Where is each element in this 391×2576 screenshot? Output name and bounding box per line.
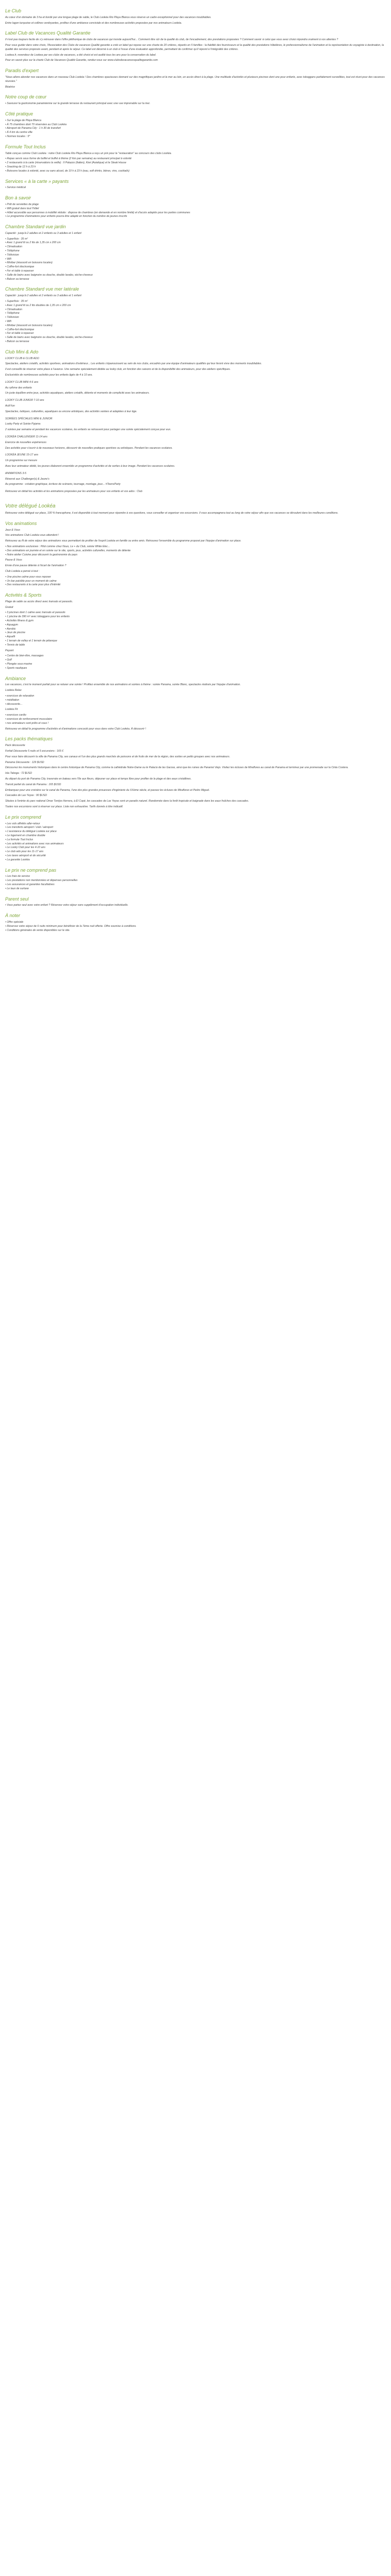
list-item: • Avec 1 grand lit ou 2 lits doubles de 1,35 cm x 200 cm	[5, 304, 386, 308]
list-item: • Téléphone	[5, 249, 386, 253]
excursions-note: Toutes nos excursions sont à réserver sur place. Liste non exhaustive. Tarifs donnés à titre indicatif.	[5, 805, 123, 808]
list-item: • Boissons locales à volonté, avec ou sans alcool, de 10 h à 23 h (eau, soft drinks, bières, vins, cocktails)	[5, 170, 386, 174]
parent-seul-title: Parent seul	[5, 896, 29, 902]
chambre-mer-capacity: Capacité : jusqu'à 2 adultes et 2 enfants ou 3 adultes et 1 enfant	[5, 294, 82, 298]
jeune-block	[5, 453, 386, 468]
coup-coeur-list	[5, 102, 386, 106]
excursion-yeyas-text: Situées à l'entrée du parc national Omar Torrijos Herrera, à El Copé, les cascades de Las Yeyas sont un paradis naturel. Randonnée dans la forêt tropicale et baignade dans les eaux fraîches des cascades.	[5, 800, 249, 803]
paradis-section	[5, 68, 386, 89]
fit-list	[5, 714, 386, 725]
list-item: • Les vols affrétés aller-retour	[5, 822, 386, 826]
coup-coeur-section	[5, 94, 386, 106]
looky-club-title: LOOKY CLUB & CLUB ADO	[5, 357, 39, 360]
list-item: • À 4 km du centre ville	[5, 131, 386, 135]
list-item: • Prêt de serviettes de plage	[5, 203, 386, 207]
pause-vous-label: Pause & Vous	[5, 558, 22, 562]
list-item: • 1 piscine de 390 m² avec toboggans pour les enfants	[5, 615, 386, 619]
jeune-title: LOOKÉA JEUNE 15-17 ans	[5, 453, 39, 457]
ambiance-title: Ambiance	[5, 675, 26, 681]
parent-seul-section	[5, 896, 386, 908]
prix-comprend-section	[5, 815, 386, 862]
jeux-vous-label: Jeux & Vous	[5, 528, 20, 532]
list-item: • Le taux de surtaxe	[5, 887, 386, 891]
list-item: • L'assistance du délégué Lookéa sur place	[5, 830, 386, 834]
list-item: • Le Looky Club pour les 4-10 ans	[5, 846, 386, 850]
excursion-panama-title: Panama Découverte : 129 $USD	[5, 760, 44, 764]
animations-teens-block	[5, 472, 386, 487]
soirees-title: SOIRÉES SPÉCIALES MINI & JUNIOR	[5, 417, 53, 420]
prix-non-compris-section	[5, 868, 386, 891]
list-item: • Golf	[5, 658, 386, 663]
list-item: • Repas servis sous forme de buffet et buffet à thème (2 fois par semaine) au restaurant principal à volonté	[5, 157, 386, 161]
formule-section	[5, 144, 386, 174]
prix-non-compris-list	[5, 875, 386, 891]
pack-decouverte-label: Pack découverte	[5, 744, 25, 748]
list-item: • méditation	[5, 699, 386, 703]
list-item: • Les taxes aéroport et de sécurité	[5, 854, 386, 858]
list-item: • Fer et table à repasser	[5, 332, 386, 336]
excursion-yeyas-title: Cascades de Las Yeyas : 90 $USD	[5, 794, 47, 798]
list-item: • 3 piscines dont 1 calme avec transats et parasols	[5, 611, 386, 615]
list-item: • Offre spéciale	[5, 921, 386, 925]
list-item: • Climatisation	[5, 308, 386, 312]
jeune-text: Avec leur animateur dédié, les jeunes élaborent ensemble un programme d'activités et de sorties à leur image. Pendant les vacances scolaires.	[5, 464, 175, 468]
relax-label: Lookéa Relax	[5, 689, 22, 692]
animations-teens-text: Au programme : création graphique, écriture de scénario, tournage, montage, jeux... #TeensParty	[5, 483, 121, 486]
relax-list	[5, 694, 386, 706]
formule-paragraph: Table conçue comme Club Lookéa : notre Club Lookéa Rio Playa Blanca a reçu un prix pour la "restauration" au concours des clubs Lookéa.	[5, 151, 172, 155]
list-item: • À 75 chambres dont 70 réservées au Club Lookéa	[5, 123, 386, 127]
list-item: • Le club ado pour les 11-17 ans	[5, 850, 386, 854]
pack-forfait-text: Pour vous faire découvrir la ville de Panama City, ses canaux et l'un des plus grands marchés de poissons et de fruits de mer de la région, des sorties en petits groupes avec nos animateurs.	[5, 755, 231, 758]
intro-paragraph-2: Entre lagon turquoise et collines verdoyantes, profitez d'une ambiance conviviale et des nombreuses activités proposées par nos animateurs Lookéa.	[5, 21, 182, 25]
list-item: • Wifi	[5, 320, 386, 324]
list-item: • La garantie Lookéa	[5, 858, 386, 862]
looky-club-text-2: Il est conseillé de réserver votre place à l'avance. Une semaine spécialement dédiée au looky club, en fonction des saisons et de la disponibilité des animateurs, pour des ateliers spécifiques.	[5, 368, 231, 371]
list-item: • Activités fitness & gym	[5, 619, 386, 623]
looky-mini-block	[5, 381, 386, 396]
list-item: • exercices de renforcement musculaire	[5, 718, 386, 722]
list-item: • 1 terrain de volley et 1 terrain de pétanque	[5, 639, 386, 643]
list-item: • Sports nautiques	[5, 667, 386, 671]
delegue-title: Votre délégué Lookéa	[5, 503, 56, 509]
soirees-block	[5, 417, 386, 432]
paradis-author: Béatrice	[5, 85, 15, 89]
list-item: • Centre de bien-être, massages	[5, 654, 386, 658]
list-item: • Jeux de piscine	[5, 631, 386, 635]
mini-ado-section	[5, 349, 386, 494]
qualite-paragraph-1: Il n'est pas toujours facile de s'y retrouver dans l'offre pléthorique de clubs de vacances qui inonde aujourd'hui... Comment être sûr de la qualité du club, de l'encadrement, des prestations proposées ? Comment savoir si celui que vous avez choisi répondra vraiment à vos attentes ?	[5, 38, 338, 42]
payant-label: Payant	[5, 649, 14, 652]
delegue-paragraph: Retrouvez votre délégué sur place, 100 % francophone, il est disponible à tout moment pour répondre à vos questions, vous conseiller et organiser vos excursions. Il vous accompagnera tout au long de votre séjour afin que vos vacances se déroulent dans les meilleures conditions.	[5, 511, 338, 515]
chambre-mer-section	[5, 286, 386, 344]
qualite-paragraph-3: Lookea.fr, revendeur de Lookea par ses clubs de vacances, a été choisi et est audité tous les ans pour la conservation du label.	[5, 53, 156, 57]
list-item: • Tennis de table	[5, 643, 386, 648]
list-item: • Des animations en journée et en soirée sur le site, sports, jeux, activités culturelles, moments de détente	[5, 549, 386, 553]
looky-junior-subtitle: Actif fun	[5, 404, 15, 408]
list-item: • Aéroport de Panama City : 1 h 30 de transfert	[5, 127, 386, 131]
looky-junior-block	[5, 399, 386, 414]
looky-mini-subtitle: Au rythme des enfants	[5, 386, 32, 389]
list-item: • Les activités et animations avec nos animateurs	[5, 842, 386, 846]
animations-section	[5, 521, 386, 587]
a-noter-title: À noter	[5, 913, 21, 919]
chambre-mer-title: Chambre Standard vue mer latérale	[5, 286, 79, 292]
mini-ado-title: Club Mini & Ado	[5, 349, 39, 354]
services-title: Services « à la carte » payants	[5, 178, 69, 184]
qualite-section	[5, 30, 386, 63]
intro-paragraph-1: Au cœur d'un domaine de 3 ha et bordé par une longue plage de sable, le Club Lookéa Rio Playa Blanca vous réserve un cadre exceptionnel pour des vacances inoubliables.	[5, 15, 211, 19]
list-item: • Un bar paisible pour un moment de calme	[5, 580, 386, 584]
list-item: • Nos animations exclusives : Pilot comme chez Nous, Le + du Club, soirée White Elec...	[5, 545, 386, 549]
packs-section	[5, 736, 386, 809]
packs-title: Les packs thématiques	[5, 736, 53, 742]
chambre-jardin-section	[5, 224, 386, 281]
chambre-jardin-list	[5, 238, 386, 282]
looky-mini-title: LOOKY CLUB MINI 4-6 ans	[5, 380, 39, 384]
chambre-jardin-capacity: Capacité : jusqu'à 2 adultes et 2 enfants ou 3 adultes et 1 enfant	[5, 231, 82, 235]
prix-comprend-list	[5, 822, 386, 862]
list-item: • Conditions générales de vente disponibles sur le site.	[5, 929, 386, 933]
list-item: • Aquafit	[5, 635, 386, 639]
list-item: • Climatisation	[5, 245, 386, 249]
bon-savoir-list	[5, 203, 386, 219]
delegue-section	[5, 503, 386, 516]
list-item: • Le logement en chambre double	[5, 834, 386, 838]
looky-junior-text: Spectacles, ludiques, culturelles, aquatiques ou encore artistiques, des activités variées et adaptées à leur âge.	[5, 410, 137, 413]
pause-vous-title: Envie d'une pause détente à l'écart de l'animation ?	[5, 564, 67, 568]
formule-title: Formule Tout Inclus	[5, 144, 46, 149]
list-item: • Aquagym	[5, 623, 386, 628]
activites-title: Activités & Sports	[5, 592, 42, 598]
animations-teens-subtitle: Réservé aux Challenger(s) & Jeune's	[5, 477, 50, 481]
list-item: • Les assurances et garanties facultatives	[5, 883, 386, 887]
list-item: • Des restaurants à la carte pour plus d'intimité	[5, 583, 386, 587]
list-item: • Hôtel accessible aux personnes à mobilité réduite : dispose de chambres (en demande et en nombre limité) et d'accès adaptés pour les parties communes	[5, 211, 386, 215]
list-item: • Coffre-fort électronique	[5, 265, 386, 269]
list-item: • Sur la plage de Playa Blanca	[5, 119, 386, 123]
list-item: • Snacking de 12 h à 23 h	[5, 165, 386, 170]
animations-teens-title: ANIMATIONS 3-5	[5, 471, 26, 475]
prix-non-compris-title: Le prix ne comprend pas	[5, 867, 57, 873]
challenger-subtitle: Exercice de nouvelles expériences	[5, 440, 46, 444]
challenger-title: LOOKÉA CHALLENGER 11-14 ans	[5, 435, 47, 438]
formule-list	[5, 157, 386, 173]
excursion-canal-title: Transit partiel du canal de Panama : 165 $USD	[5, 783, 61, 786]
list-item: • Minibar (réassorti en boissons locales)	[5, 324, 386, 328]
list-item: • Minibar (réassorti en boissons locales)	[5, 261, 386, 265]
list-item: • Coffre-fort électronique	[5, 328, 386, 332]
list-item: • exercices cardio	[5, 714, 386, 718]
qualite-paragraph-2: Pour vous guider dans votre choix, l'Association des Clubs de vacances Qualité garantie a créé un label qui repose sur une charte de 20 critères, répartis en 5 familles : la fiabilité des fournisseurs et la qualité des prestations hôtelières, le professionnalisme de l'animation et la représentation du voyagiste à destination, la qualité des services proposés avant, pendant et après le séjour. Ce label est décerné à un club à l'issue d'une évaluation approfondie, permettant de confirmer qu'il répond à l'intégralité des critères.	[5, 43, 384, 51]
list-item: • Les transferts aéroport / club / aéroport	[5, 826, 386, 830]
payant-list	[5, 654, 386, 670]
a-noter-section	[5, 913, 386, 933]
prix-comprend-title: Le prix comprend	[5, 814, 41, 820]
list-item: • Aerobic	[5, 628, 386, 632]
pause-list	[5, 575, 386, 587]
list-item: • exercices de relaxation	[5, 694, 386, 699]
a-noter-list	[5, 921, 386, 933]
activites-section	[5, 592, 386, 671]
list-item: • Salle de bains avec baignoire ou douche, double lavabo, sèche-cheveux	[5, 336, 386, 340]
list-item: • Téléphone	[5, 312, 386, 316]
looky-club-block	[5, 357, 386, 378]
looky-club-text-3: Exclusivités de nombreuses activités pour les enfants âgés de 4 à 10 ans.	[5, 374, 93, 377]
list-item: • Le programme d'animations pour enfants pourra être adapté en fonction du nombre de jeunes inscrits	[5, 215, 386, 219]
list-item: • 2 restaurants à la carte (réservations la veille) : Il Palazzo (Italien), Kiwi (Asiatique) et le Steak House	[5, 161, 386, 165]
animations-list	[5, 545, 386, 557]
jeune-subtitle: Un programme sur mesure	[5, 459, 37, 463]
list-item: • Balcon ou terrasse	[5, 340, 386, 344]
list-item: • Superficie : 35 m²	[5, 300, 386, 304]
ambiance-paragraph: Les vacances, c'est le moment parfait pour se relaxer une soirée ! Profitez ensemble de nos animations et soirées à thème : soirée Panama, soirée Blanc, spectacles réalisés par l'équipe d'animation.	[5, 683, 241, 687]
list-item: • Les prestations non mentionnées et dépenses personnelles	[5, 879, 386, 883]
excursion-taboga-text: Au départ du port de Panama City, traversée en bateau vers l'île aux fleurs, déjeuner sur place et temps libre pour profiter de la plage et des eaux cristallines.	[5, 777, 192, 781]
gratuit-list	[5, 611, 386, 647]
list-item: • découverte...	[5, 703, 386, 707]
challenger-block	[5, 435, 386, 450]
list-item: • La formule Tout Inclus	[5, 838, 386, 842]
list-item: • Savourer la gastronomie panaméenne sur la grande terrasse du restaurant principal avec une vue imprenable sur la mer.	[5, 102, 386, 106]
qualite-paragraph-4: Pour en savoir plus sur la charte Club de Vacances Qualité Garantie, rendez-vous sur www.clubsdevacancesqualitegarantie.com	[5, 59, 158, 62]
challenger-text: Des activités pour s'ouvrir à de nouveaux horizons, découvrir de nouvelles pratiques sportives ou artistiques. Pendant les vacances scolaires.	[5, 446, 173, 450]
looky-junior-title: LOOKY CLUB JUNIOR 7-10 ans	[5, 399, 44, 402]
paradis-quote: "Nous allons aborder nos vacances dans un nouveau Club Lookéa ! Des chambres spacieuses donnant sur des magnifiques jardins et la mer au loin, un accès direct à la plage. Une multitude d'activités et plusieurs piscines dont une pour enfants, avec toboggans parfaitement surveillées, tout est réuni pour des vacances réussies."	[5, 75, 385, 83]
cote-pratique-section	[5, 111, 386, 139]
excursion-taboga-title: Isla Taboga : 72 $USD	[5, 772, 32, 775]
bon-savoir-section	[5, 195, 386, 219]
soirees-text: 2 soirées par semaine et pendant les vacances scolaires, les enfants se retrouvent pour partager une soirée spécialement conçue pour eux.	[5, 428, 171, 432]
jeux-vous-text: Retrouvez au fil de votre séjour des animations vous permettant de profiter de l'esprit Lookéa en famille ou entre amis. Retrouvez l'ensemble du programme proposé par l'équipe d'animation sur place.	[5, 539, 241, 543]
looky-mini-text: Un juste équilibre entre jeux, activités aquatiques, ateliers créatifs, détente et moments de complicité avec les animateurs.	[5, 392, 150, 395]
intro-section	[5, 8, 386, 25]
chambre-mer-list	[5, 300, 386, 344]
list-item: • Wifi	[5, 258, 386, 262]
pack-forfait: Forfait Découverte 5 nuits et 5 excursions : 165 €	[5, 750, 64, 753]
mini-ado-footer: Retrouvez en détail les activités et les animations proposées par les animateurs pour vos enfants et vos ados : Club	[5, 490, 142, 494]
list-item: • Plongée sous-marine	[5, 663, 386, 667]
parent-seul-list	[5, 904, 386, 908]
fit-label: Lookéa Fit	[5, 708, 18, 711]
animations-title: Vos animations	[5, 520, 37, 526]
list-item: • Les frais de service	[5, 875, 386, 879]
excursion-canal-text: Embarquez pour une croisière sur le canal de Panama, l'une des plus grandes prouesses d'ingénierie du XXème siècle, et passez les écluses de Miraflores et Pedro Miguel.	[5, 788, 210, 792]
list-item: • Réservez votre séjour de 6 nuits minimum pour bénéficier de la 7ème nuit offerte. Offre soumise à conditions.	[5, 925, 386, 929]
list-item: • Notre atelier Cuisine pour découvrir la gastronomie du pays	[5, 553, 386, 557]
cote-pratique-list	[5, 119, 386, 139]
list-item: • nos animateurs sont prêts et vous !	[5, 722, 386, 726]
bon-savoir-title: Bon à savoir	[5, 195, 31, 201]
soirees-subtitle: Looky Party et Soirée Pyjama	[5, 422, 41, 426]
services-section	[5, 179, 386, 191]
pause-vous-text: Club Lookéa a pensé à tout :	[5, 569, 40, 573]
paradis-title: Paradis d'expert	[5, 68, 39, 74]
page	[0, 0, 391, 939]
list-item: • Service médical	[5, 186, 386, 190]
chambre-jardin-title: Chambre Standard vue jardin	[5, 224, 66, 230]
gratuit-label: Gratuit	[5, 605, 13, 609]
qualite-title: Label Club de Vacances Qualité Garantie	[5, 30, 91, 36]
list-item: • Wifi gratuit dans tout l'hôtel	[5, 207, 386, 211]
looky-club-text: Spectacles, ateliers créatifs, activités sportives, animations d'extérieur... Les enfants s'épanouissent au sein de nos clubs, encadrés par une équipe d'animateurs qualifiés qui leur feront vivre des moments inoubliables.	[5, 362, 262, 366]
list-item: • Normes locales : 5*	[5, 135, 386, 139]
list-item: • Une piscine calme pour vous reposer	[5, 575, 386, 580]
list-item: • Balcon ou terrasse	[5, 278, 386, 282]
list-item: • Salle de bains avec baignoire ou douche, double lavabo, sèche-cheveux	[5, 274, 386, 278]
activites-intro: Plage de sable ou accès direct avec transats et parasols.	[5, 600, 73, 603]
cote-pratique-title: Côté pratique	[5, 111, 34, 116]
list-item: • Vous partez seul avec votre enfant ? Réservez votre séjour sans supplément d'occupation individuelle.	[5, 904, 386, 908]
ambiance-section	[5, 676, 386, 732]
services-list	[5, 186, 386, 190]
intro-title: Le Club	[5, 8, 22, 13]
coup-coeur-title: Notre coup de cœur	[5, 94, 47, 100]
ambiance-footer: Retrouvez en détail le programme d'activités et d'animations concocté pour vous dans votre Club Lookéa. À découvrir !	[5, 727, 146, 731]
excursion-panama-text: Découvrez les monuments historiques dans le centre historique de Panama City, comme la cathédrale Notre-Dame ou le Palacio de las Garzas, ainsi que les ruines de Panamá Viejo. Visitez les écluses de Miraflores au canal de Panama et terminez par une promenade sur la Cinta Costera.	[5, 766, 349, 770]
list-item: • Fer et table à repasser	[5, 269, 386, 274]
list-item: • Superficie : 35 m²	[5, 238, 386, 242]
jeux-vous-title: Vos animations Club Lookéa vous attendent !	[5, 534, 59, 537]
list-item: • Télévision	[5, 316, 386, 320]
list-item: • Télévision	[5, 253, 386, 258]
list-item: • Avec 1 grand lit ou 2 lits de 1,35 cm x 200 cm	[5, 241, 386, 245]
